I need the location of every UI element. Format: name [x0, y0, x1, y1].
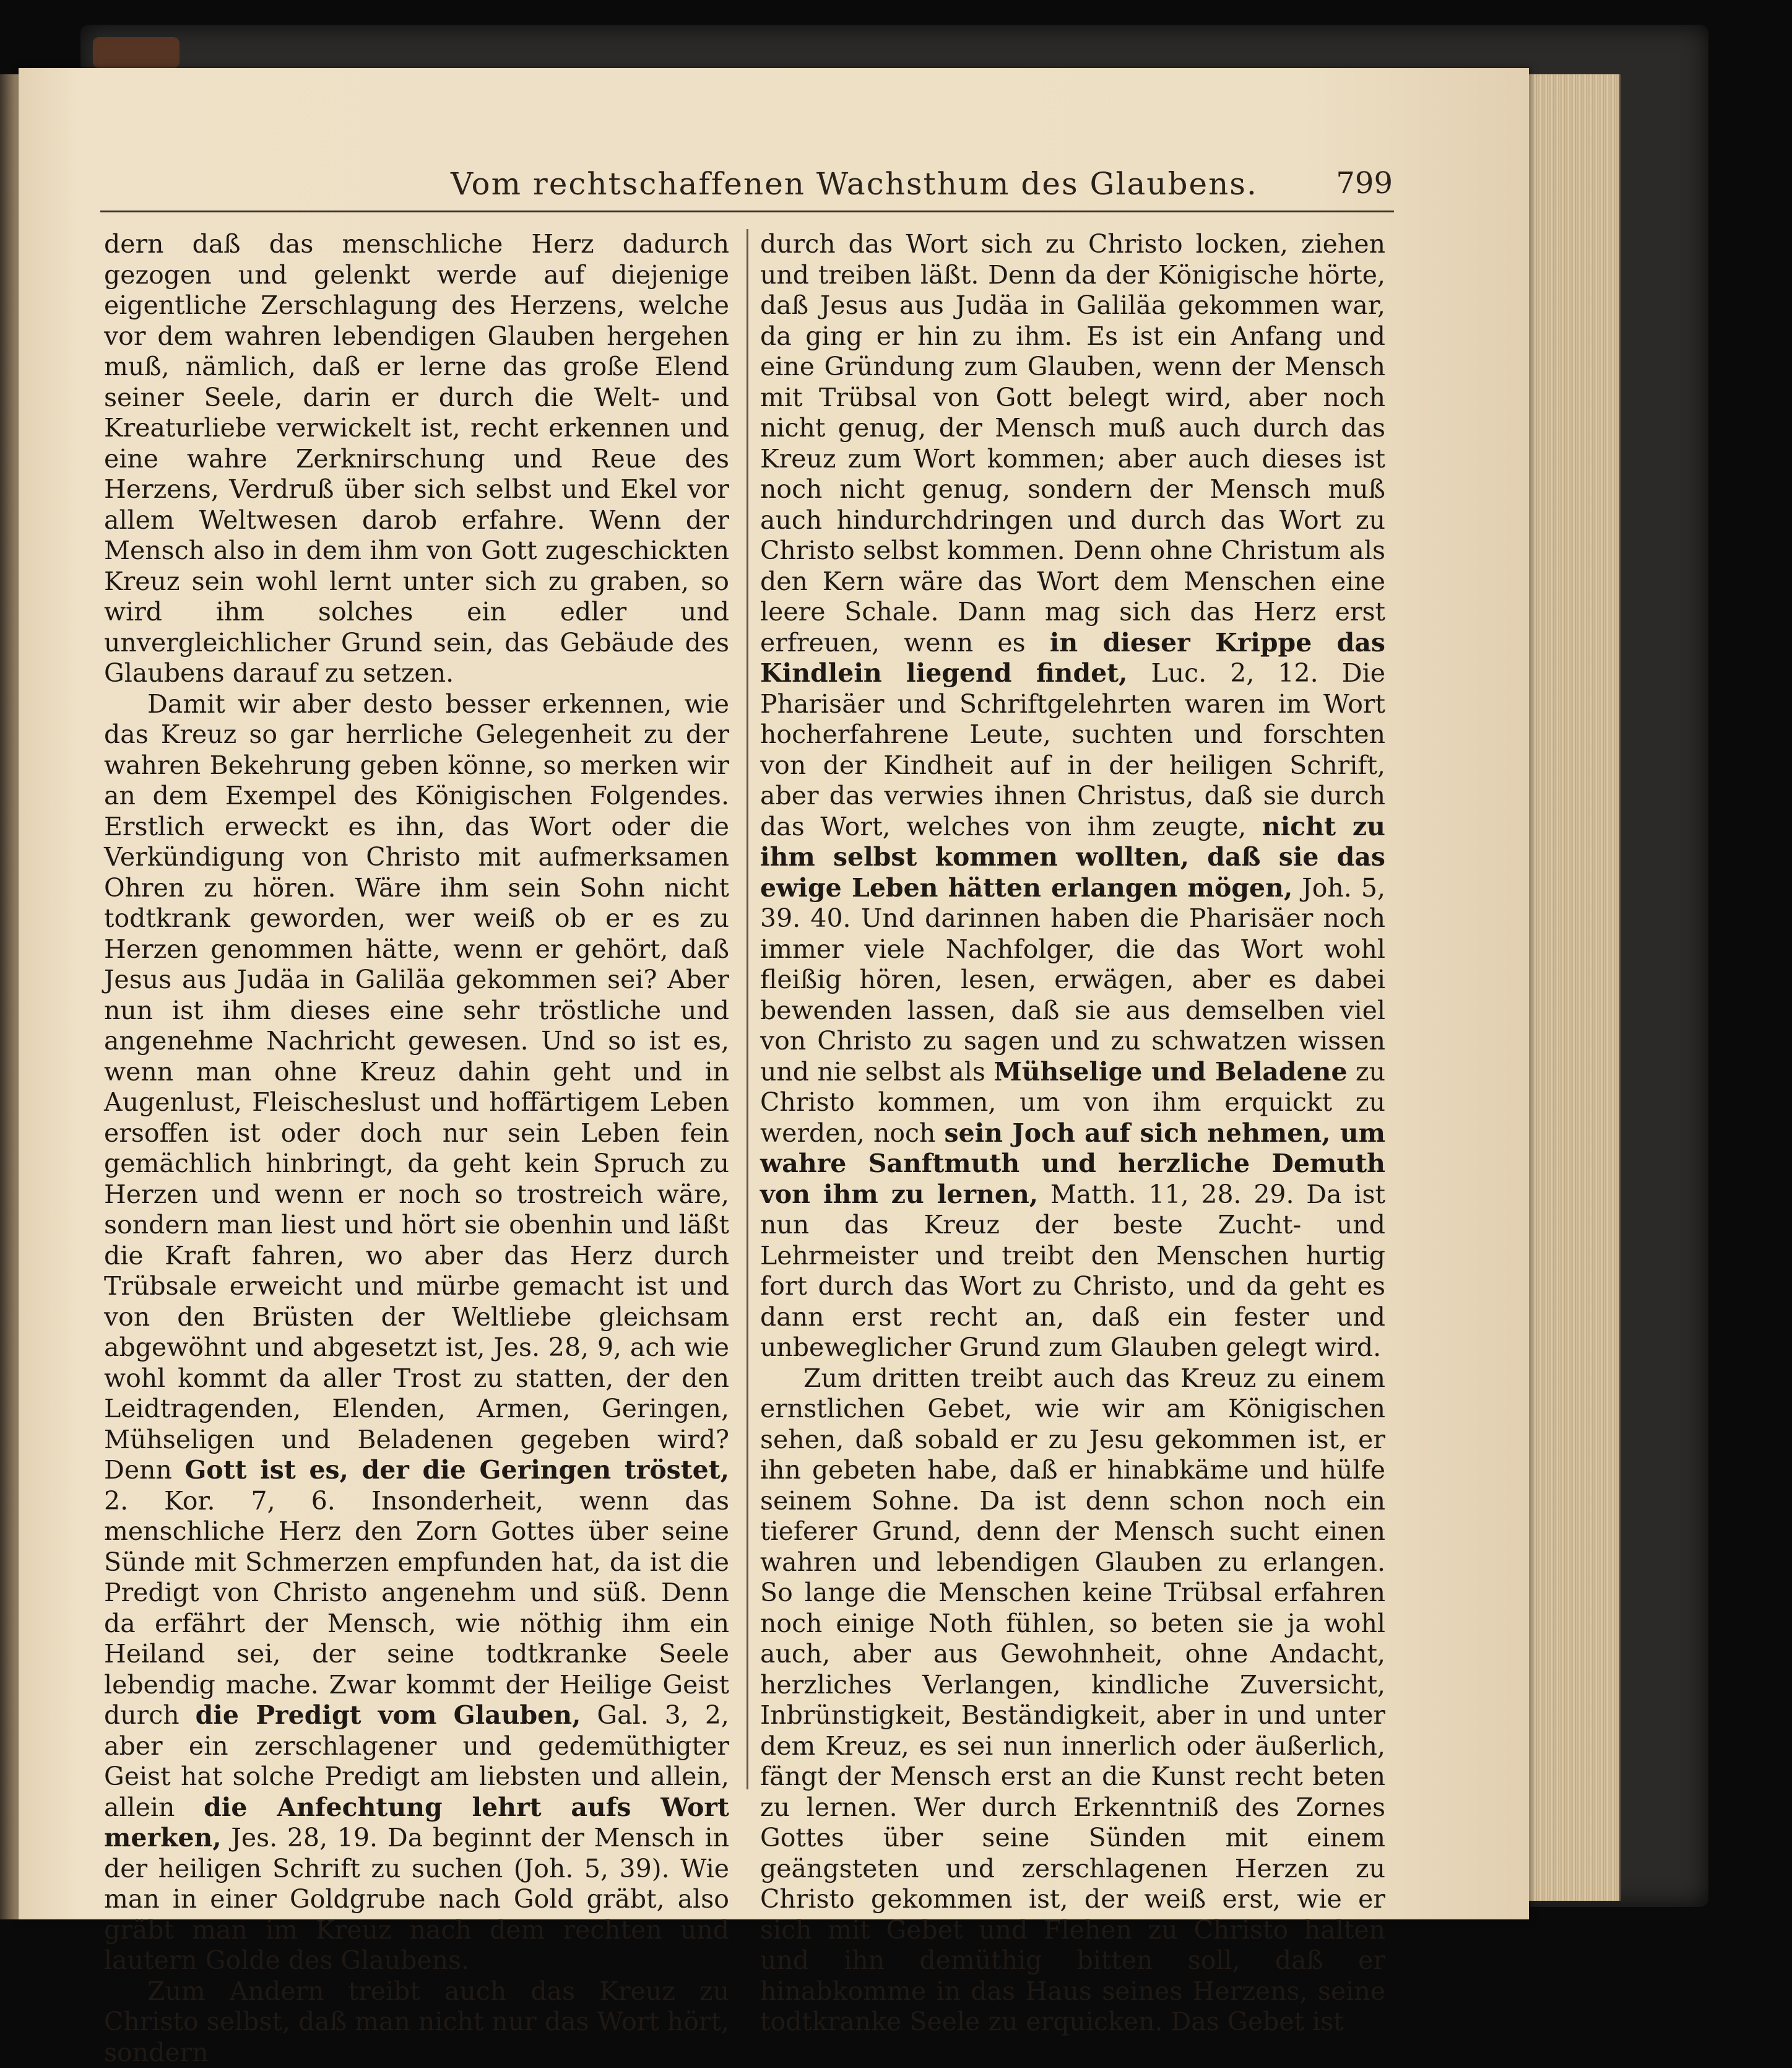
emphasis-text: Mühselige und Beladene	[993, 1057, 1347, 1087]
emphasis-text: in dieser Krippe das Kindlein liegend findet,	[760, 628, 1385, 689]
right-paragraph-1	[760, 229, 1385, 1363]
page-fore-edge	[1526, 74, 1621, 1901]
left-paragraph-1	[104, 229, 729, 689]
emphasis-text: die Anfechtung lehrt aufs Wort merken,	[104, 1792, 729, 1853]
text-run: dern daß das menschliche Herz dadurch gezogen und gelenkt werde auf diejenige eigentliche Zerschlagung des Herzens, welche vor dem wahren lebendigen Glauben hergehen muß, nämlich, daß er lerne das große Elend seiner Seele, darin er durch die Welt- und Kreaturliebe verwickelt ist, recht erkennen und eine wahre Zerknirschung und Reue des Herzens, Verdruß über sich selbst und Ekel vor allem Weltwesen darob erfahre. Wenn der Mensch also in dem ihm von Gott zugeschickten Kreuz sein wohl lernt unter sich zu graben, so wird ihm solches ein edler und unvergleichlicher Grund sein, das Gebäude des Glaubens darauf zu setzen.	[104, 229, 729, 688]
cover-wear-mark	[93, 37, 180, 68]
emphasis-text: Gott ist es, der die Geringen tröstet,	[184, 1455, 729, 1485]
right-paragraph-2	[760, 1363, 1385, 2038]
running-title: Vom rechtschaffenen Wachsthum des Glaubens.	[451, 166, 1255, 209]
text-run: Zum Andern treibt auch das Kreuz zu Christo selbst, daß man nicht nur das Wort hört, sondern	[104, 1976, 729, 2067]
emphasis-text: nicht zu ihm selbst kommen wollten, daß sie das ewige Leben hätten erlangen mögen,	[760, 812, 1385, 903]
text-run: 2. Kor. 7, 6. Insonderheit, wenn das menschliche Herz den Zorn Gottes über seine Sünde mit Schmerzen empfunden hat, da ist die Predigt von Christo angenehm und süß. Denn da erfährt der Mensch, wie nöthig ihm ein Heiland sei, der seine todtkranke Seele lebendig mache. Zwar kommt der Heilige Geist durch	[104, 1486, 729, 1731]
page-number: 799	[1318, 166, 1393, 209]
text-run: durch das Wort sich zu Christo locken, ziehen und treiben läßt. Denn da der Königische hörte, daß Jesus aus Judäa in Galiläa gekommen war, da ging er hin zu ihm. Es ist ein Anfang und eine Gründung zum Glauben, wenn der Mensch mit Trübsal von Gott belegt wird, aber noch nicht genug, der Mensch muß auch durch das Kreuz zum Wort kommen; aber auch dieses ist noch nicht genug, sondern der Mensch muß auch hindurchdringen und durch das Wort zu Christo selbst kommen. Denn ohne Christum als den Kern wäre das Wort dem Menschen eine leere Schale. Dann mag sich das Herz erst erfreuen, wenn es	[760, 229, 1385, 658]
text-run: Jes. 28, 19. Da beginnt der Mensch in der heiligen Schrift zu suchen (Joh. 5, 39). Wie man in einer Goldgrube nach Gold gräbt, also gräbt man im Kreuz nach dem rechten und lautern Golde des Glaubens.	[104, 1823, 729, 1975]
text-run: Matth. 11, 28. 29. Da ist nun das Kreuz der beste Zucht- und Lehrmeister und treibt den Menschen hurtig fort durch das Wort zu Christo, und da geht es dann erst recht an, daß ein fester und unbeweglicher Grund zum Glauben gelegt wird.	[760, 1180, 1385, 1363]
text-run: Luc. 2, 12. Die Pharisäer und Schriftgelehrten waren im Wort hocherfahrene Leute, suchten und forschten von der Kindheit auf in der heiligen Schrift, aber das verwies ihnen Christus, daß sie durch das Wort, welches von ihm zeugte,	[760, 658, 1385, 841]
text-run: Damit wir aber desto besser erkennen, wie das Kreuz so gar herrliche Gelegenheit zu der wahren Bekehrung geben könne, so merken wir an dem Exempel des Königischen Folgendes. Erstlich erweckt es ihn, das Wort oder die Verkündigung von Christo mit aufmerksamen Ohren zu hören. Wäre ihm sein Sohn nicht todtkrank geworden, wer weiß ob er es zu Herzen genommen hätte, wenn er gehört, daß Jesus aus Judäa in Galiläa gekommen sei? Aber nun ist ihm dieses eine sehr tröstliche und angenehme Nachricht gewesen. Und so ist es, wenn man ohne Kreuz dahin geht und in Augenlust, Fleischeslust und hoffärtigem Leben ersoffen ist oder doch nur sein Leben fein gemächlich hinbringt, da geht kein Spruch zu Herzen und wenn er noch so trostreich wäre, sondern man liest und hört sie obenhin und läßt die Kraft fahren, wo aber das Herz durch Trübsale erweicht und mürbe gemacht ist und von den Brüsten der Weltliebe gleichsam abgewöhnt und abgesetzt ist, Jes. 28, 9, ach wie wohl kommt da aller Trost zu statten, der den Leidtragenden, Elenden, Armen, Geringen, Mühseligen und Beladenen gegeben wird? Denn	[104, 689, 729, 1485]
column-divider	[747, 229, 748, 1789]
left-column	[104, 229, 729, 1796]
left-paragraph-2	[104, 689, 729, 1976]
text-run: Zum dritten treibt auch das Kreuz zu einem ernstlichen Gebet, wie wir am Königischen sehen, daß sobald er zu Jesu gekommen ist, er ihn gebeten habe, daß er hinabkäme und hülfe seinem Sohne. Da ist denn schon noch ein tieferer Grund, denn der Mensch sucht einen wahren und lebendigen Glauben zu erlangen. So lange die Menschen keine Trübsal erfahren noch einige Noth fühlen, so beten sie ja wohl auch, aber aus Gewohnheit, ohne Andacht, herzliches Verlangen, kindliche Zuversicht, Inbrünstigkeit, Beständigkeit, aber in und unter dem Kreuz, es sei nun innerlich oder äußerlich, fängt der Mensch erst an die Kunst recht beten zu lernen. Wer durch Erkenntniß des Zornes Gottes über seine Sünden mit einem geängsteten und zerschlagenen Herzen zu Christo gekommen ist, der weiß erst, wie er sich mit Gebet und Flehen zu Christo halten und ihn demüthig bitten soll, daß er hinabkomme in das Haus seines Herzens, seine todtkranke Seele zu erquicken. Das Gebet ist	[760, 1363, 1385, 2037]
left-paragraph-3	[104, 1976, 729, 2068]
text-run: Gal. 3, 2, aber ein zerschlagener und gedemüthigter Geist hat solche Predigt am liebsten und allein, allein	[104, 1700, 729, 1822]
header-rule	[100, 211, 1394, 212]
text-run: zu Christo kommen, um von ihm erquickt zu werden, noch	[760, 1057, 1385, 1148]
right-column	[760, 229, 1385, 1796]
text-run: Joh. 5, 39. 40. Und darinnen haben die Pharisäer noch immer viele Nachfolger, die das Wort wohl fleißig hören, lesen, erwägen, aber es dabei bewenden lassen, daß sie aus demselben viel von Christo zu sagen und zu schwatzen wissen und nie selbst als	[760, 873, 1385, 1087]
emphasis-text: die Predigt vom Glauben,	[196, 1700, 581, 1730]
emphasis-text: sein Joch auf sich nehmen, um wahre Sanftmuth und herzliche Demuth von ihm zu lernen,	[760, 1118, 1385, 1209]
